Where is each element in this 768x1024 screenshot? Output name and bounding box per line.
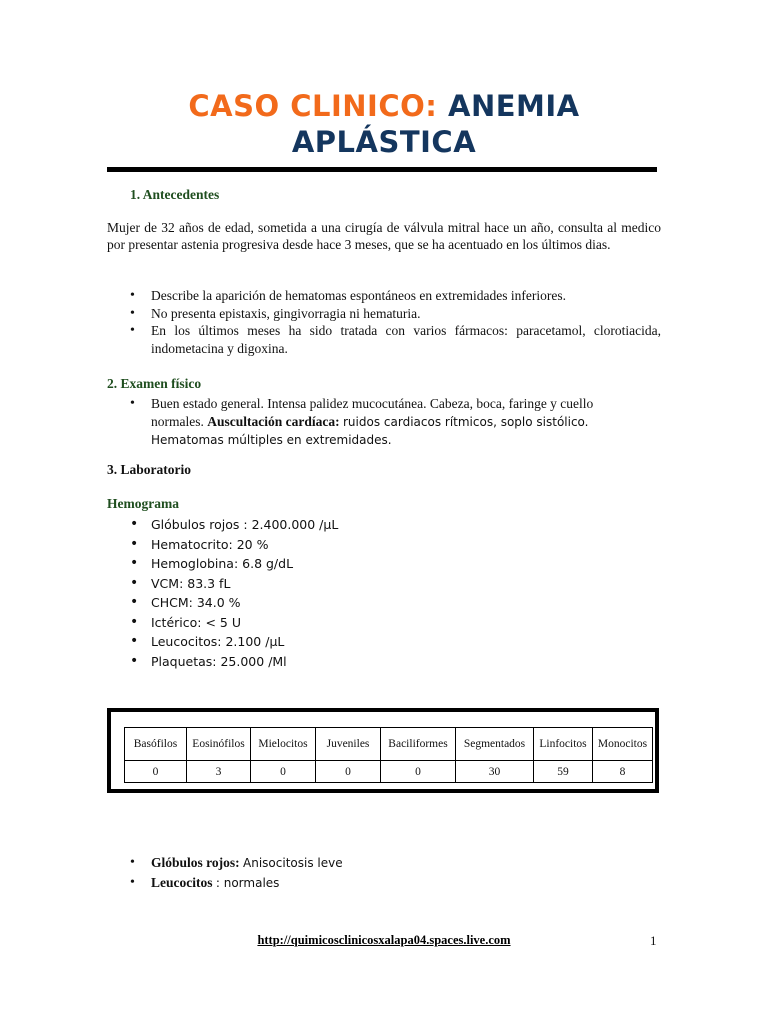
page-number: 1 [650,933,657,948]
table-cell: 0 [125,761,187,783]
table-header-cell: Monocitos [593,728,653,761]
table-cell: 3 [187,761,251,783]
leucocitos-value: : normales [215,876,280,890]
title-part-1: CASO CLINICO: [188,89,438,123]
list-item: • Ictérico: < 5 U [107,613,607,633]
table-cell: 0 [251,761,316,783]
list-item: • En los últimos meses ha sido tratada con varios fármacos: paracetamol, clorotiacida, indometacina y digoxina. [107,322,661,357]
list-item: • CHCM: 34.0 % [107,593,607,613]
table-header-cell: Eosinófilos [187,728,251,761]
examen-bullet-list [107,395,627,450]
list-item [107,853,607,873]
list-item: • Plaquetas: 25.000 /Ml [107,652,607,672]
title-divider [107,167,657,172]
examen-text-b: ruidos cardiacos rítmicos, soplo sistólico. Hematomas múltiples en extremidades. [151,414,589,447]
list-item: • Describe la aparición de hematomas espontáneos en extremidades inferiores. [107,287,661,305]
final-bullet-list [107,853,607,893]
table-cell: 59 [534,761,593,783]
table-header-row [125,728,653,761]
list-item: • Hemoglobina: 6.8 g/dL [107,554,607,574]
antecedentes-bullet-list [107,287,661,357]
table-row [125,761,653,783]
list-item: • Glóbulos rojos : 2.400.000 /µL [107,515,607,535]
globulos-rojos-value: Anisocitosis leve [243,856,343,870]
list-item: • Hematocrito: 20 % [107,535,607,555]
leukocyte-differential-table [124,727,653,783]
document-title [0,88,768,160]
table-header-cell: Juveniles [316,728,381,761]
table-cell: 0 [316,761,381,783]
table-header-cell: Mielocitos [251,728,316,761]
list-item: • VCM: 83.3 fL [107,574,607,594]
section-heading-laboratorio: 3. Laboratorio [107,462,191,477]
table-header-cell: Segmentados [456,728,534,761]
antecedentes-paragraph: Mujer de 32 años de edad, sometida a una cirugía de válvula mitral hace un año, consulta al medico por presentar astenia progresiva desde hace 3 meses, que se ha acentuado en los últimos dias. [107,220,661,252]
list-item: • Leucocitos: 2.100 /µL [107,632,607,652]
examen-text-a: Buen estado general. Intensa palidez mucocutánea. Cabeza, boca, faringe y cuello normales. [151,396,594,429]
table-header-cell: Linfocitos [534,728,593,761]
table-cell: 0 [381,761,456,783]
hemograma-list [107,515,607,671]
footer-link[interactable]: http://quimicosclinicosxalapa04.spaces.live.com [257,933,511,947]
title-part-2: ANEMIA [448,89,580,123]
leucocitos-label: Leucocitos [151,875,213,890]
auscultacion-label: Auscultación cardíaca: [207,413,340,429]
list-item [107,873,607,893]
list-item: • No presenta epistaxis, gingivorragia ni hematuria. [107,305,661,323]
title-line-2: APLÁSTICA [291,125,477,159]
table-header-cell: Basófilos [125,728,187,761]
hemograma-heading: Hemograma [107,496,179,511]
globulos-rojos-label: Glóbulos rojos: [151,855,240,870]
table-cell: 8 [593,761,653,783]
section-heading-antecedentes: 1. Antecedentes [130,187,220,202]
section-heading-examen-fisico: 2. Examen físico [107,376,202,391]
table-cell: 30 [456,761,534,783]
table-header-cell: Baciliformes [381,728,456,761]
list-item [107,395,627,450]
